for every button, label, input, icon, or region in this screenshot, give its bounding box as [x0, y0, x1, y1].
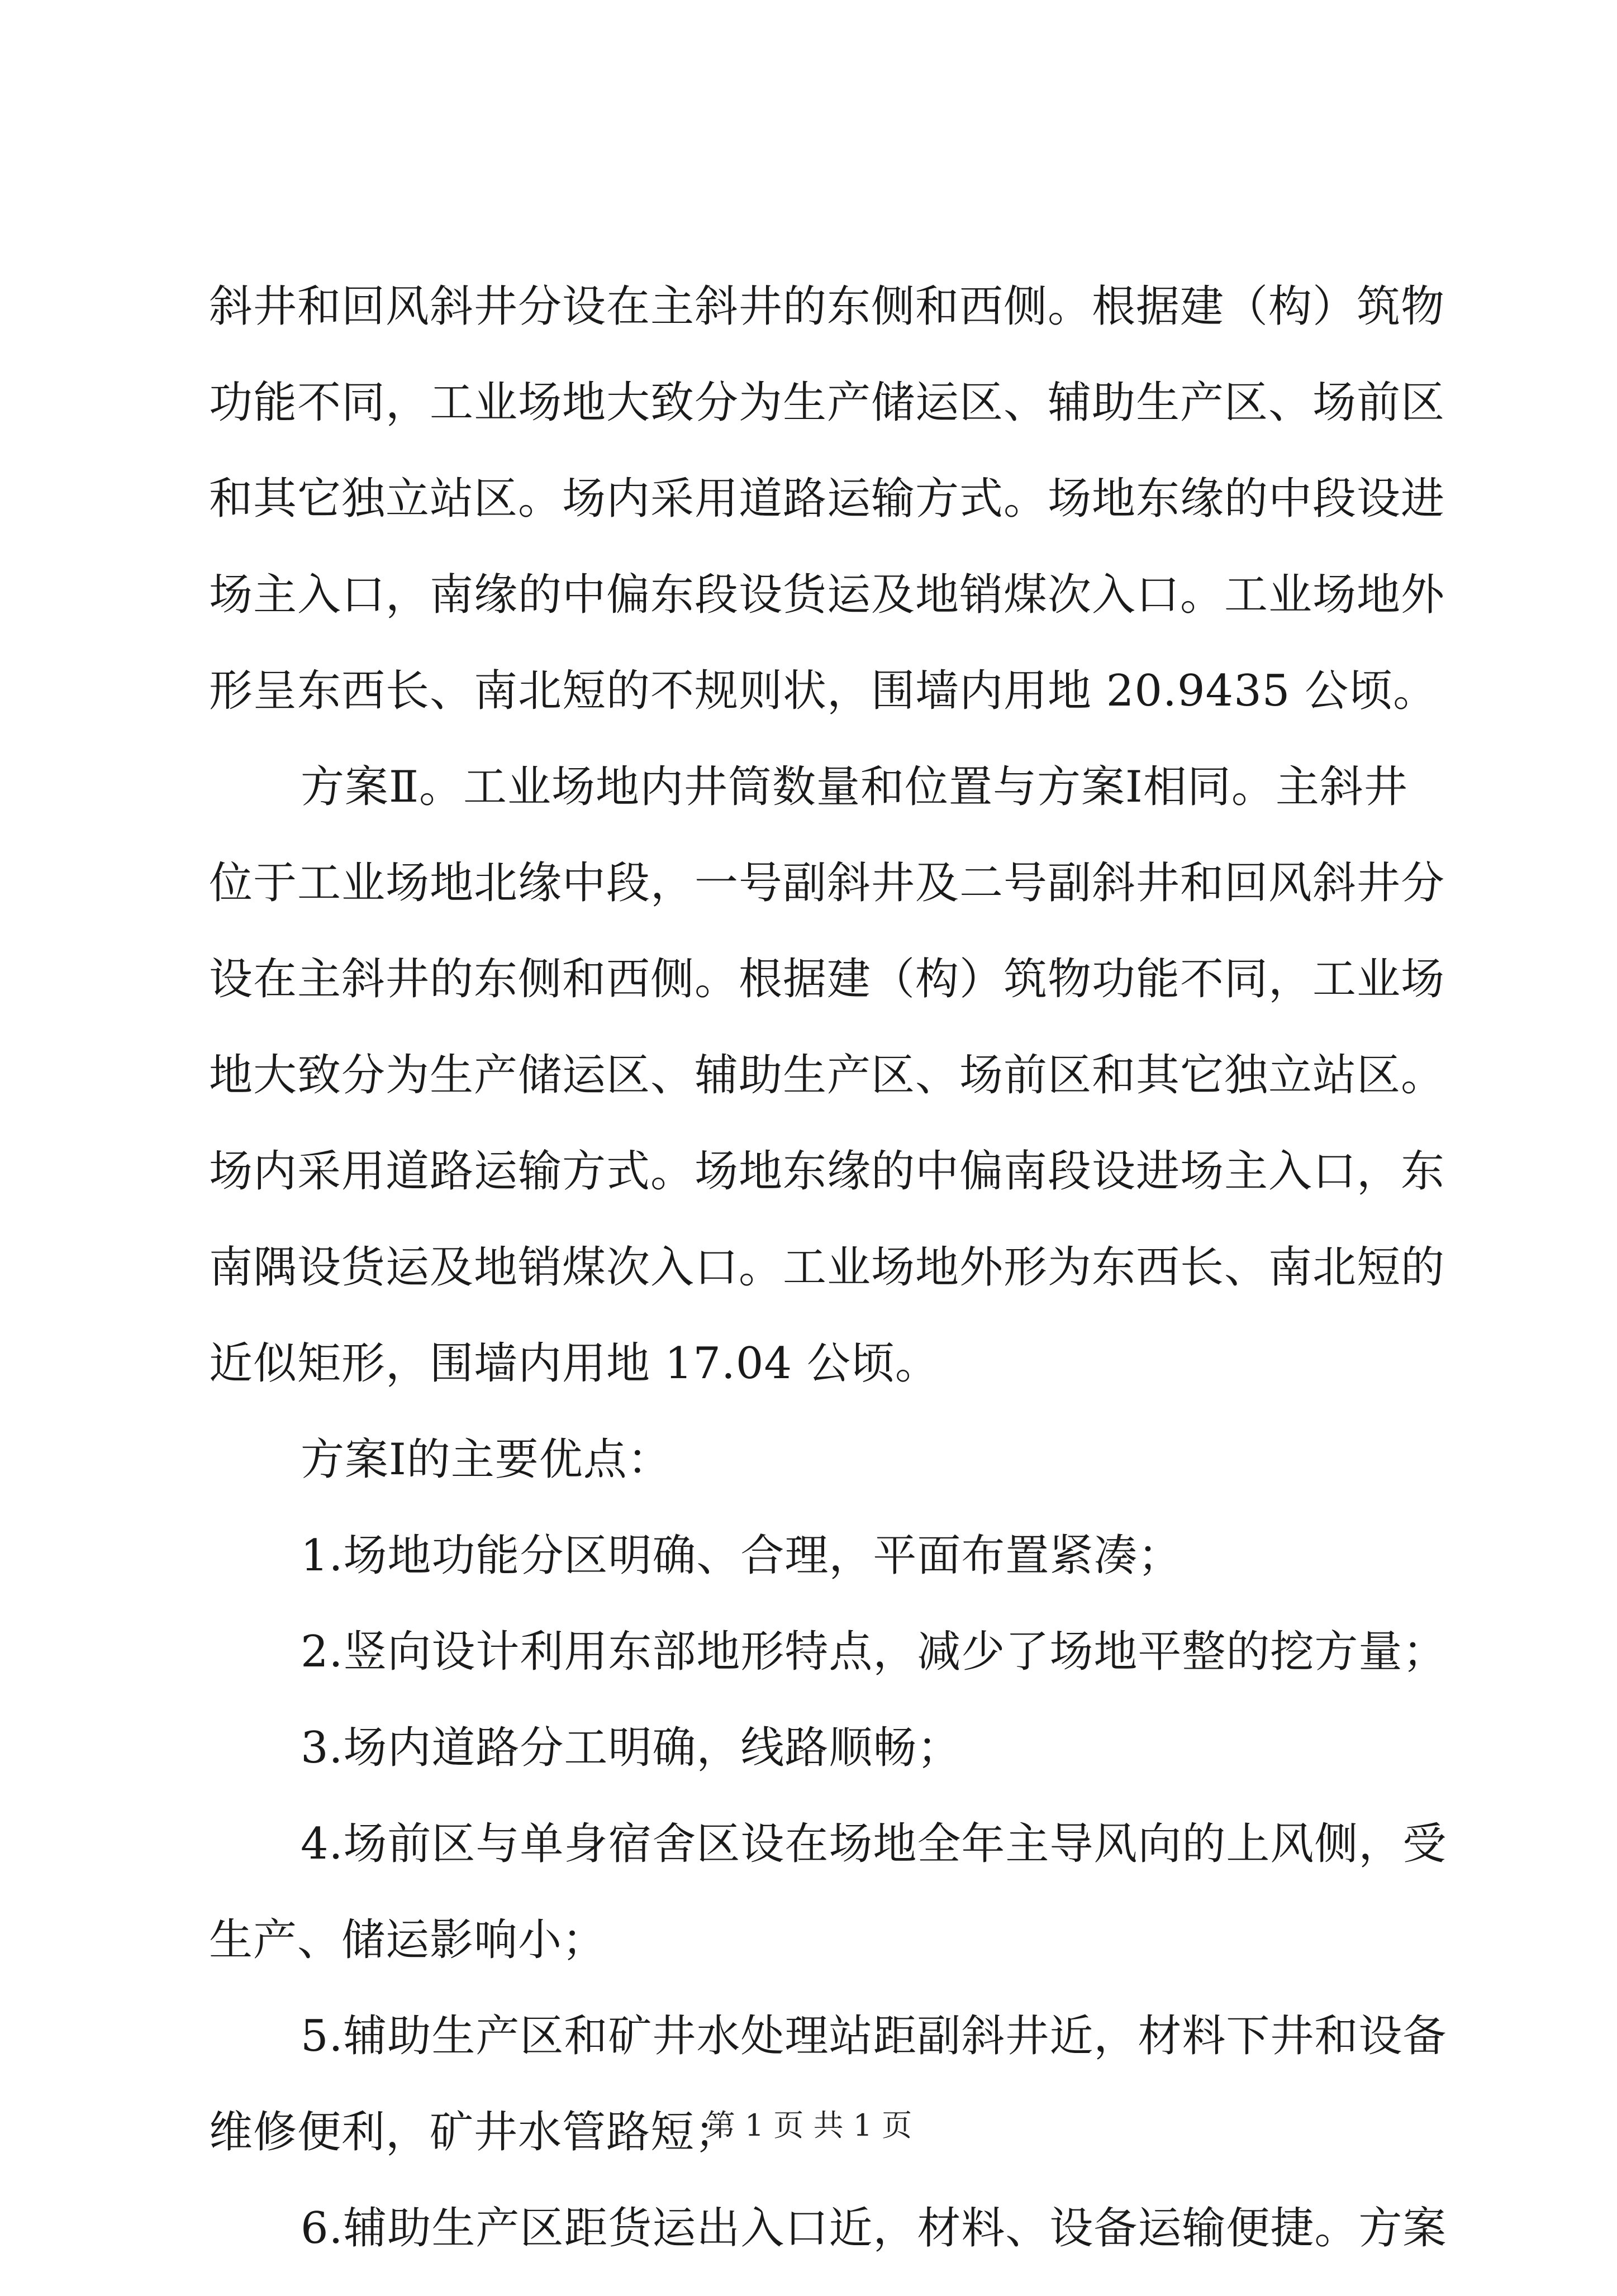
list-item: 2.竖向设计利用东部地形特点，减少了场地平整的挖方量；: [301, 1627, 1447, 1677]
list-item: 6.辅助生产区距货运出入口近，材料、设备运输便捷。方案: [301, 2203, 1447, 2254]
text-line: 近似矩形，围墙内用地 17.04 公顷。: [209, 1338, 939, 1389]
text-line: 和其它独立站区。场内采用道路运输方式。场地东缘的中段设进: [209, 474, 1445, 524]
text-line: 场主入口，南缘的中偏东段设货运及地销煤次入口。工业场地外: [209, 570, 1445, 620]
text-line: 位于工业场地北缘中段，一号副斜井及二号副斜井和回风斜井分: [209, 858, 1445, 908]
text-line: 方案Ⅱ。工业场地内井筒数量和位置与方案Ⅰ相同。主斜井: [301, 762, 1408, 812]
text-line: 形呈东西长、南北短的不规则状，围墙内用地 20.9435 公顷。: [209, 666, 1438, 716]
page-footer: 第 1 页 共 1 页: [705, 2108, 912, 2143]
text-line: 生产、储运影响小；: [209, 1915, 607, 1965]
text-line: 地大致分为生产储运区、辅助生产区、场前区和其它独立站区。: [209, 1050, 1445, 1101]
text-line: 场内采用道路运输方式。场地东缘的中偏南段设进场主入口，东: [209, 1146, 1445, 1197]
text-line: 斜井和回风斜井分设在主斜井的东侧和西侧。根据建（构）筑物: [209, 282, 1445, 332]
text-line: 方案Ⅰ的主要优点：: [301, 1435, 672, 1485]
text-line: 设在主斜井的东侧和西侧。根据建（构）筑物功能不同，工业场: [209, 954, 1445, 1004]
list-item: 3.场内道路分工明确，线路顺畅；: [301, 1723, 962, 1773]
text-line: 功能不同，工业场地大致分为生产储运区、辅助生产区、场前区: [209, 378, 1445, 428]
list-item: 5.辅助生产区和矿井水处理站距副斜井近，材料下井和设备: [301, 2011, 1447, 2061]
document-body: [209, 278, 1447, 2296]
list-item: 4.场前区与单身宿舍区设在场地全年主导风向的上风侧，受: [301, 1819, 1447, 1869]
text-line: 南隅设货运及地销煤次入口。工业场地外形为东西长、南北短的: [209, 1242, 1445, 1293]
list-item: 1.场地功能分区明确、合理，平面布置紧凑；: [301, 1531, 1182, 1581]
text-line: 维修便利，矿井水管路短；: [209, 2107, 739, 2157]
